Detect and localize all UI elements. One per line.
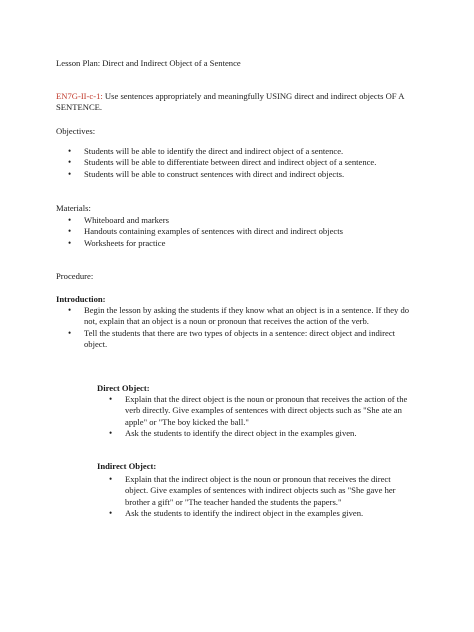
standard-code: EN7G-II-c-1: — [56, 91, 103, 101]
list-item: • Begin the lesson by asking the students if they know what an object is in a sentence. If they do not, explain that an object is a noun or pronoun that receives the action of the verb. — [84, 305, 414, 328]
standard-text: Use sentences appropriately and meaningfully USING direct and indirect objects OF A SENTENCE. — [56, 91, 404, 113]
materials-list — [84, 215, 434, 249]
introduction-heading: Introduction: — [56, 294, 106, 304]
lesson-title: Lesson Plan: Direct and Indirect Object of a Sentence — [56, 58, 241, 68]
list-item: • Students will be able to identify the direct and indirect object of a sentence. — [84, 146, 434, 157]
standard-paragraph — [56, 91, 414, 114]
objectives-list — [84, 146, 434, 180]
procedure-heading: Procedure: — [56, 271, 94, 281]
introduction-list — [84, 305, 414, 351]
indirect-object-list — [125, 474, 415, 520]
list-item: • Ask the students to identify the indirect object in the examples given. — [125, 508, 415, 519]
list-item: • Explain that the indirect object is the noun or pronoun that receives the direct object. Give examples of sentences with indirect objects such as "She gave her brother a gift" or "The teacher handed the students the papers." — [125, 474, 415, 508]
list-item: • Students will be able to differentiate between direct and indirect object of a sentence. — [84, 157, 434, 168]
list-item: • Handouts containing examples of sentences with direct and indirect objects — [84, 226, 434, 237]
list-item: • Ask the students to identify the direct object in the examples given. — [125, 428, 415, 439]
list-item: • Students will be able to construct sentences with direct and indirect objects. — [84, 169, 434, 180]
materials-heading: Materials: — [56, 203, 91, 213]
list-item: • Explain that the direct object is the noun or pronoun that receives the action of the verb directly. Give examples of sentences with direct objects such as "She ate an apple" or "The boy kicked the ball." — [125, 394, 415, 428]
list-item: • Worksheets for practice — [84, 238, 434, 249]
direct-object-heading: Direct Object: — [97, 383, 150, 393]
direct-object-list — [125, 394, 415, 440]
list-item: • Tell the students that there are two types of objects in a sentence: direct object and indirect object. — [84, 328, 414, 351]
objectives-heading: Objectives: — [56, 126, 96, 136]
indirect-object-heading: Indirect Object: — [97, 461, 157, 471]
list-item: • Whiteboard and markers — [84, 215, 434, 226]
